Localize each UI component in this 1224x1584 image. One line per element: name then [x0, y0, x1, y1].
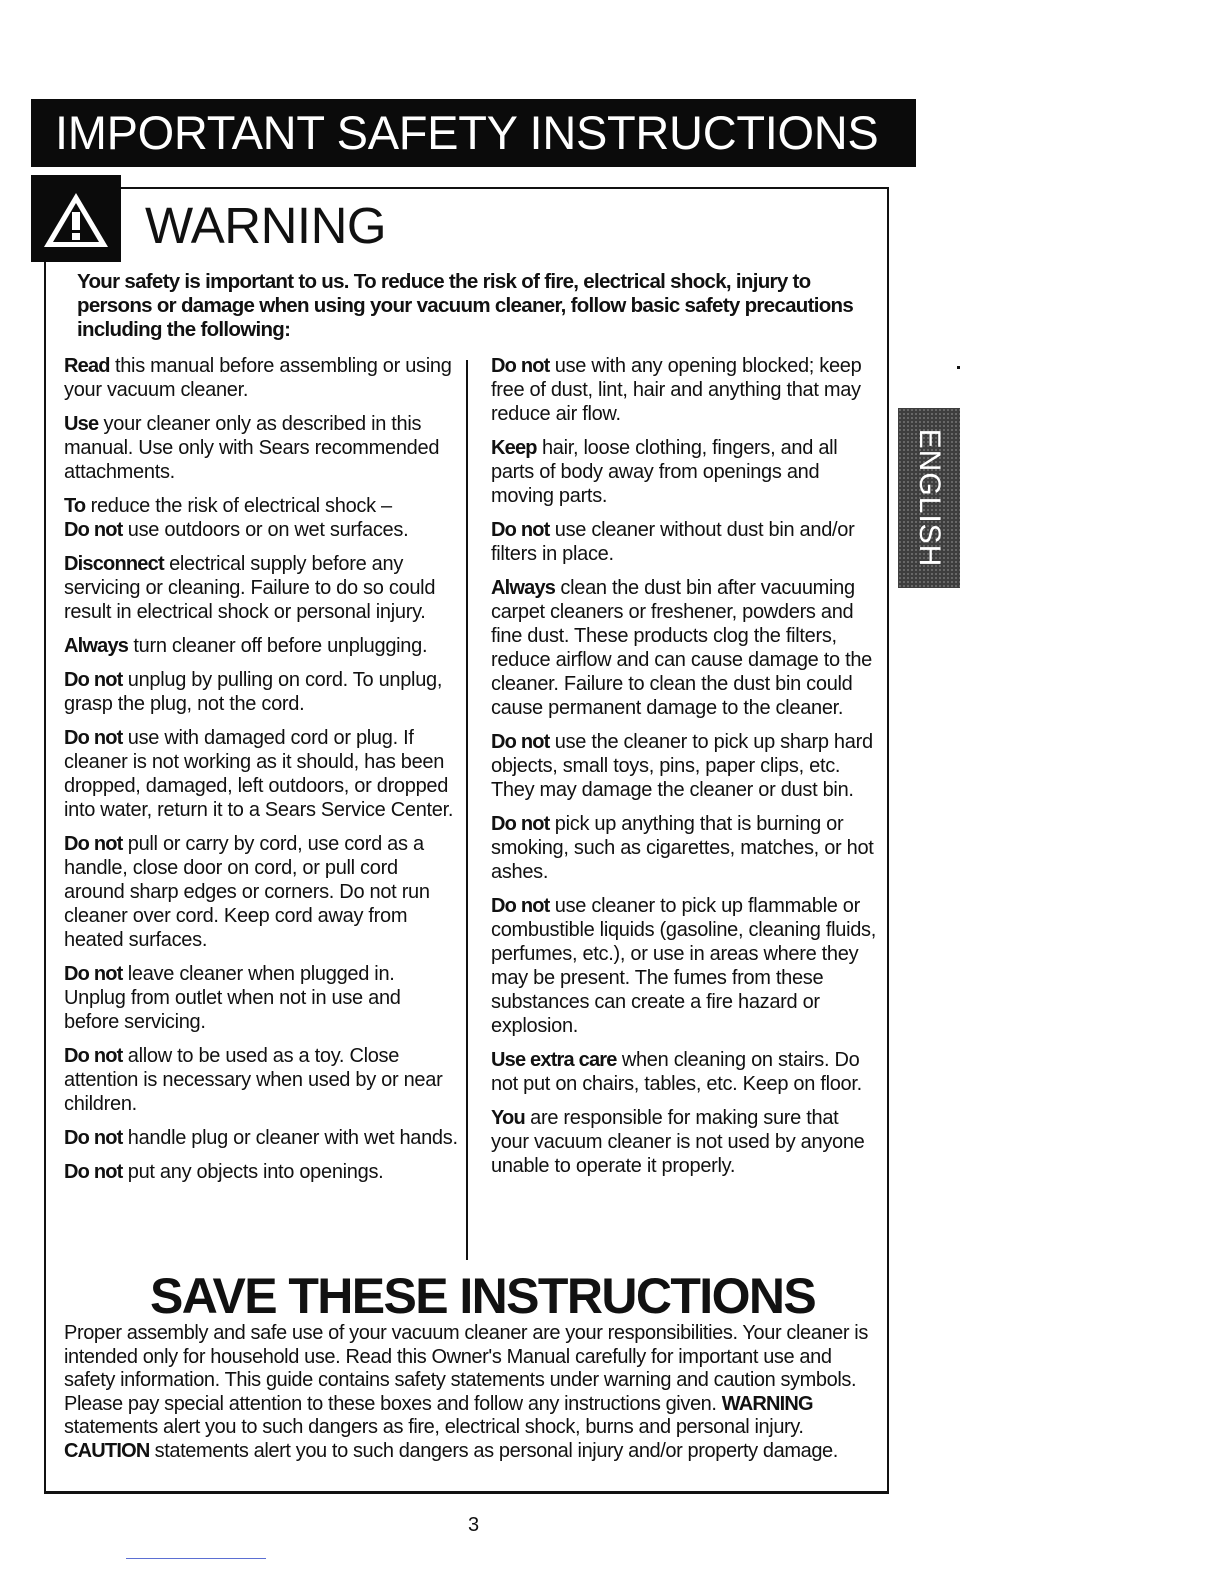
instruction-item — [64, 412, 459, 484]
instruction-lead: Disconnect — [64, 553, 164, 575]
instruction-text: put any objects into openings. — [122, 1161, 384, 1183]
keyword-caution: CAUTION — [64, 1439, 150, 1462]
instruction-text: are responsible for making sure that your vacuum cleaner is not used by anyone unable to operate it properly. — [491, 1107, 865, 1177]
instruction-item — [491, 730, 881, 802]
save-text-3: statements alert you to such dangers as personal injury and/or property damage. — [149, 1439, 838, 1462]
warning-icon-block — [31, 175, 121, 262]
instruction-text: use outdoors or on wet surfaces. — [122, 519, 409, 541]
instruction-item — [491, 812, 881, 884]
instruction-lead: Do not — [64, 963, 123, 985]
right-instructions-column — [491, 354, 881, 1188]
instruction-text: use the cleaner to pick up sharp hard objects, small toys, pins, paper clips, etc. They may damage the cleaner or dust bin. — [491, 731, 873, 801]
instruction-item — [64, 726, 459, 822]
instruction-lead: Do not — [491, 895, 550, 917]
instruction-text: use cleaner without dust bin and/or filters in place. — [491, 519, 855, 565]
instruction-text: leave cleaner when plugged in. Unplug from outlet when not in use and before servicing. — [64, 963, 401, 1033]
instruction-item — [64, 962, 459, 1034]
instruction-item — [64, 668, 459, 716]
save-text-1: Proper assembly and safe use of your vacuum cleaner are your responsibilities. Your cleaner is intended only for household use. Read this Owner's Manual carefully for important use and safety information. This guide contains safety statements under warning and caution symbols. Please pay special attention to these boxes and follow any instructions given. — [64, 1322, 868, 1415]
instruction-text: pick up anything that is burning or smoking, such as cigarettes, matches, or hot ashes. — [491, 813, 874, 883]
instruction-text: when cleaning on stairs. Do not put on chairs, tables, etc. Keep on floor. — [491, 1049, 862, 1095]
instruction-item — [491, 354, 881, 426]
instruction-item — [491, 1106, 881, 1178]
instruction-lead: Do not — [64, 1127, 123, 1149]
warning-triangle-icon — [41, 189, 111, 251]
instruction-text: turn cleaner off before unplugging. — [128, 635, 428, 657]
instruction-lead: You — [491, 1107, 525, 1129]
instruction-item — [64, 552, 459, 624]
instruction-text: allow to be used as a toy. Close attention is necessary when used by or near children. — [64, 1045, 443, 1115]
instruction-text: pull or carry by cord, use cord as a handle, close door on cord, or pull cord around sharp edges or corners. Do not run cleaner over cord. Keep cord away from heated surfaces. — [64, 833, 430, 951]
instruction-item — [491, 894, 881, 1038]
left-instructions-column — [64, 354, 459, 1194]
instruction-item — [64, 1160, 459, 1184]
warning-title: WARNING — [145, 197, 387, 254]
instruction-text: your cleaner only as described in this manual. Use only with Sears recommended attachments. — [64, 413, 440, 483]
page-number: 3 — [468, 1514, 480, 1536]
instruction-lead: Use — [64, 413, 99, 435]
instruction-lead: To — [64, 495, 86, 517]
instruction-item — [491, 436, 881, 508]
instruction-lead: Do not — [64, 727, 123, 749]
language-tab — [898, 408, 960, 588]
instruction-lead: Read — [64, 355, 110, 377]
instruction-text: reduce the risk of electrical shock – — [85, 495, 392, 517]
warning-intro: Your safety is important to us. To reduce the risk of fire, electrical shock, injury to persons or damage when using your vacuum cleaner, follow basic safety precautions including the following: — [77, 270, 854, 341]
instruction-text: this manual before assembling or using your vacuum cleaner. — [64, 355, 452, 401]
save-instructions-title: SAVE THESE INSTRUCTIONS — [150, 1268, 816, 1324]
save-text-2: statements alert you to such dangers as fire, electrical shock, burns and personal injury. — [64, 1416, 804, 1439]
instruction-lead: Do not — [64, 1161, 123, 1183]
instruction-lead: Do not — [64, 519, 123, 541]
instruction-text: electrical supply before any servicing or cleaning. Failure to do so could result in electrical shock or personal injury. — [64, 553, 436, 623]
column-divider — [466, 360, 468, 1260]
instruction-lead: Do not — [64, 833, 123, 855]
language-tab-label: ENGLISH — [913, 428, 946, 568]
instruction-item — [491, 518, 881, 566]
instruction-lead: Do not — [64, 669, 123, 691]
instruction-lead: Always — [64, 635, 129, 657]
instruction-item — [491, 576, 881, 720]
speck — [957, 366, 960, 369]
instruction-lead: Keep — [491, 437, 537, 459]
instruction-item — [64, 1044, 459, 1116]
instruction-item — [64, 494, 459, 542]
instruction-lead: Do not — [491, 813, 550, 835]
page-header-title: IMPORTANT SAFETY INSTRUCTIONS — [31, 99, 916, 167]
instruction-item — [64, 354, 459, 402]
instruction-lead: Do not — [491, 731, 550, 753]
instruction-item — [64, 832, 459, 952]
instruction-item — [491, 1048, 881, 1096]
instruction-text: hair, loose clothing, fingers, and all parts of body away from openings and moving parts. — [491, 437, 838, 507]
instruction-lead: Do not — [491, 355, 550, 377]
instruction-lead: Do not — [64, 1045, 123, 1067]
instruction-lead: Do not — [491, 519, 550, 541]
keyword-warning: WARNING — [721, 1392, 813, 1415]
instruction-text: use cleaner to pick up flammable or combustible liquids (gasoline, cleaning fluids, perfumes, etc.), or use in areas where they may be present. The fumes from these substances can create a fire hazard or explosion. — [491, 895, 877, 1037]
instruction-text: use with any opening blocked; keep free of dust, lint, hair and anything that may reduce air flow. — [491, 355, 862, 425]
instruction-text: unplug by pulling on cord. To unplug, grasp the plug, not the cord. — [64, 669, 443, 715]
instruction-lead: Always — [491, 577, 556, 599]
footer-rule — [126, 1558, 266, 1559]
instruction-lead: Use extra care — [491, 1049, 617, 1071]
instruction-item — [64, 1126, 459, 1150]
instruction-text: use with damaged cord or plug. If cleaner is not working as it should, has been dropped, damaged, left outdoors, or dropped into water, return it to a Sears Service Center. — [64, 727, 454, 821]
instruction-text: handle plug or cleaner with wet hands. — [122, 1127, 458, 1149]
instruction-text: clean the dust bin after vacuuming carpet cleaners or freshener, powders and fine dust. These products clog the filters, reduce airflow and can cause damage to the cleaner. Failure to clean the dust bin could cause permanent damage to the cleaner. — [491, 577, 872, 719]
instruction-item — [64, 634, 459, 658]
save-instructions-body — [64, 1322, 876, 1464]
